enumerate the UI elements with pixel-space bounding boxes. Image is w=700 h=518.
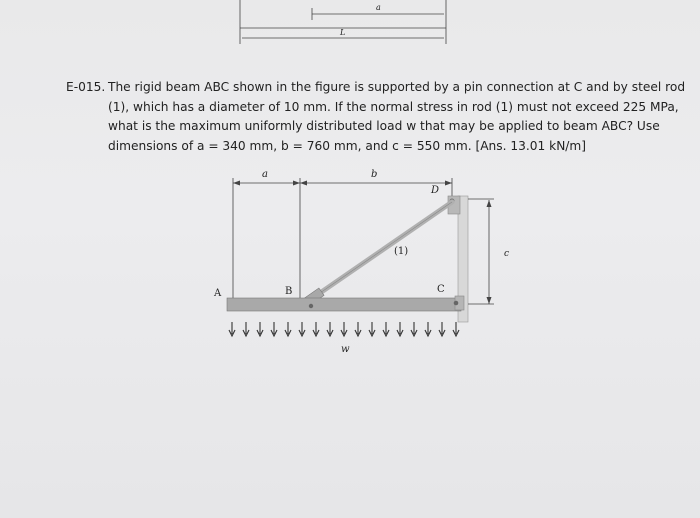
label-c: c bbox=[504, 249, 510, 259]
label-a: a bbox=[262, 169, 268, 180]
label-b: b bbox=[371, 169, 378, 180]
rod-1-edge bbox=[304, 202, 452, 304]
problem-text-line-3: what is the maximum uniformly distributed load w that may be applied to beam ABC? Use bbox=[108, 119, 660, 133]
dimension-c bbox=[468, 199, 494, 304]
label-rod-1: (1) bbox=[394, 246, 409, 257]
problem-id: E-015. bbox=[66, 80, 106, 94]
label-C: C bbox=[437, 284, 445, 295]
beam-ABC bbox=[227, 298, 461, 311]
pin-B bbox=[309, 304, 313, 308]
top-figure-label-a: a bbox=[376, 3, 381, 12]
dimension-ab bbox=[233, 181, 452, 186]
problem-text-line-1: The rigid beam ABC shown in the figure is supported by a pin connection at C and by steel rod bbox=[108, 80, 686, 94]
top-figure-label-L: L bbox=[340, 28, 346, 37]
label-B: B bbox=[285, 286, 293, 297]
problem-text-line-2: (1), which has a diameter of 10 mm. If the normal stress in rod (1) must not exceed 225 MPa, bbox=[108, 99, 679, 114]
label-D: D bbox=[431, 185, 440, 196]
pin-C bbox=[454, 301, 459, 306]
problem-text-line-4: dimensions of a = 340 mm, b = 760 mm, and c = 550 mm. [Ans. 13.01 kN/m] bbox=[108, 138, 587, 153]
distributed-load-w bbox=[229, 322, 459, 336]
label-A: A bbox=[214, 288, 222, 299]
label-w: w bbox=[341, 344, 350, 355]
